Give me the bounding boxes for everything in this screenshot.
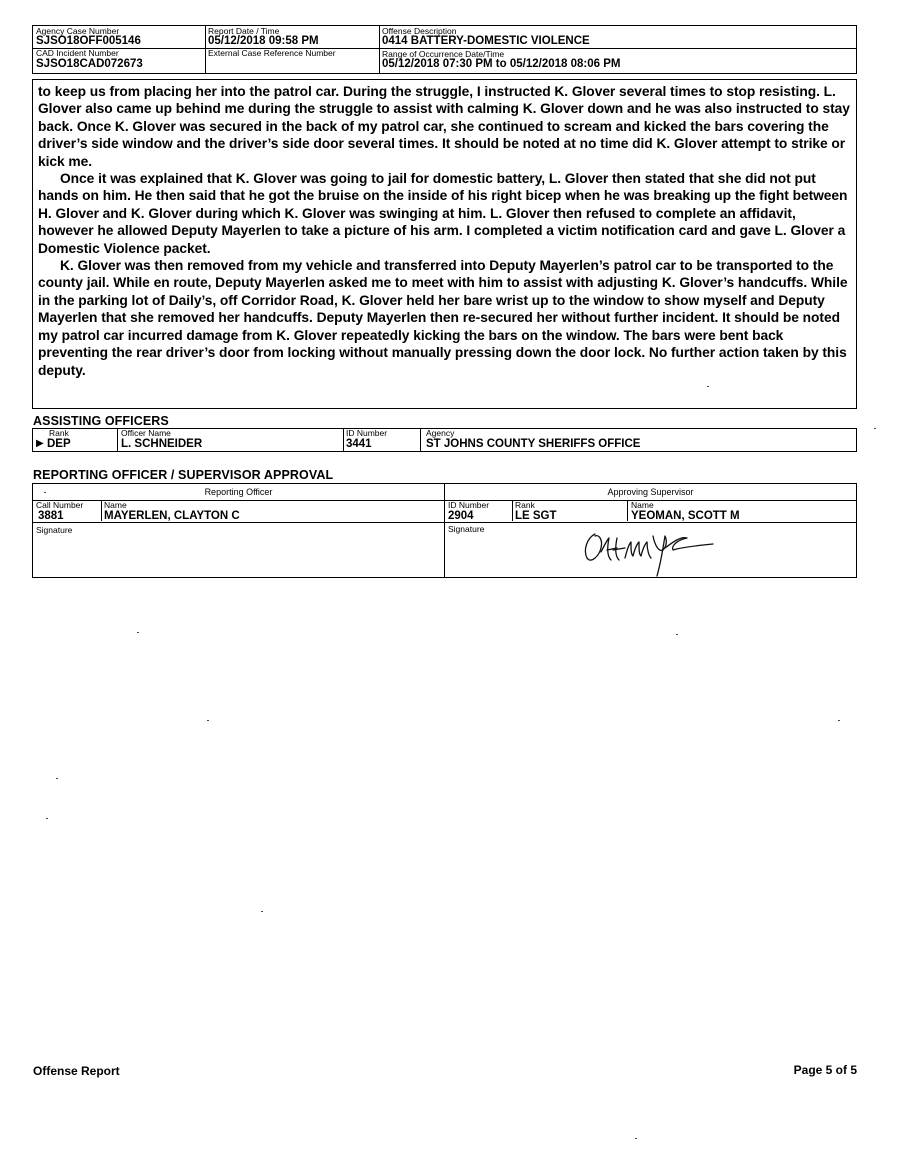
reporting-officer-name: MAYERLEN, CLAYTON C bbox=[104, 510, 240, 522]
cad-incident-label: CAD Incident Number bbox=[36, 48, 119, 58]
id-number-label: ID Number bbox=[346, 428, 388, 438]
assisting-id-number: 3441 bbox=[346, 438, 372, 450]
offense-description-label: Offense Description bbox=[382, 26, 457, 36]
rank-label: Rank bbox=[49, 428, 69, 438]
external-ref-label: External Case Reference Number bbox=[208, 48, 336, 58]
sup-id-label: ID Number bbox=[448, 500, 490, 510]
report-datetime: 05/12/2018 09:58 PM bbox=[208, 35, 319, 47]
narrative-paragraph: to keep us from placing her into the patrol car. During the struggle, I instructed K. Glover several times to stop resisting. L. Glover also came up behind me during the struggle to assist with calming K. Glover down and he was also instructed to stay back. Once K. Glover was secured in the back of my patrol car, she continued to scream and kicked the bars covering the driver’s side window and the driver’s side door several times. It should be noted at no time did K. Glover attempt to strike or kick me. bbox=[38, 84, 850, 169]
narrative-box bbox=[32, 79, 857, 409]
agency-case-number: SJSO18OFF005146 bbox=[36, 35, 141, 47]
occurrence-range-label: Range of Occurrence Date/Time bbox=[382, 49, 505, 59]
sup-name: YEOMAN, SCOTT M bbox=[631, 510, 740, 522]
triangle-marker-icon: ▶ bbox=[36, 438, 44, 449]
call-number: 3881 bbox=[38, 510, 64, 522]
assisting-rank: DEP bbox=[47, 438, 71, 450]
reporting-officer-label: Reporting Officer bbox=[204, 487, 273, 497]
sup-signature-label: Signature bbox=[448, 524, 485, 534]
offense-description: 0414 BATTERY-DOMESTIC VIOLENCE bbox=[382, 35, 590, 47]
sup-rank: LE SGT bbox=[515, 510, 557, 522]
approving-supervisor-label: Approving Supervisor bbox=[607, 487, 694, 497]
sup-name-label: Name bbox=[631, 500, 654, 510]
officer-name-label: Officer Name bbox=[121, 428, 171, 438]
assisting-agency: ST JOHNS COUNTY SHERIFFS OFFICE bbox=[426, 438, 641, 450]
footer-report-type: Offense Report bbox=[33, 1064, 120, 1078]
supervisor-signature bbox=[573, 522, 723, 578]
approval-heading: REPORTING OFFICER / SUPERVISOR APPROVAL bbox=[33, 468, 334, 482]
narrative-paragraph: K. Glover was then removed from my vehicle and transferred into Deputy Mayerlen’s patrol car to be transported to the county jail. While en route, Deputy Mayerlen asked me to meet with him to assist with adjusting K. Glover’s handcuffs. While in the parking lot of Daily’s, off Corridor Road, K. Glover held her bare wrist up to the window to show myself and Deputy Mayerlen that she removed her handcuffs. Deputy Mayerlen then re-secured her without further incident. It should be noted my patrol car incurred damage from K. Glover repeatedly kicking the bars on the window. The bars were bent back preventing the rear driver’s door from locking without manually pressing down the door lock. No further action taken by this deputy. bbox=[38, 258, 848, 378]
assisting-officers-row bbox=[32, 428, 857, 452]
sup-id-number: 2904 bbox=[448, 510, 474, 522]
agency-case-number-label: Agency Case Number bbox=[36, 26, 120, 36]
assisting-officer-name: L. SCHNEIDER bbox=[121, 438, 203, 450]
report-datetime-label: Report Date / Time bbox=[208, 26, 280, 36]
reporting-signature-label: Signature bbox=[36, 525, 73, 535]
reporting-officer-block bbox=[32, 483, 445, 578]
reporting-name-label: Name bbox=[104, 500, 127, 510]
call-number-label: Call Number bbox=[36, 500, 84, 510]
occurrence-range: 05/12/2018 07:30 PM to 05/12/2018 08:06 PM bbox=[382, 58, 621, 70]
sup-rank-label: Rank bbox=[515, 500, 535, 510]
cad-incident-number: SJSO18CAD072673 bbox=[36, 58, 143, 70]
footer-page-number: Page 5 of 5 bbox=[793, 1063, 857, 1077]
assisting-officers-heading: ASSISTING OFFICERS bbox=[33, 414, 169, 428]
approving-supervisor-block bbox=[444, 483, 857, 578]
narrative-paragraph: Once it was explained that K. Glover was going to jail for domestic battery, L. Glover then stated that she did not put hands on him. He then said that he got the bruise on the inside of his right bicep when he was breaking up the fight between H. Glover and K. Glover during which K. Glover was swinging at him. L. Glover then refused to complete an affidavit, however he allowed Deputy Mayerlen to take a picture of his arm. I completed a victim notification card and gave L. Glover a Domestic Violence packet. bbox=[38, 171, 848, 256]
case-header bbox=[32, 25, 857, 74]
agency-label: Agency bbox=[426, 428, 455, 438]
